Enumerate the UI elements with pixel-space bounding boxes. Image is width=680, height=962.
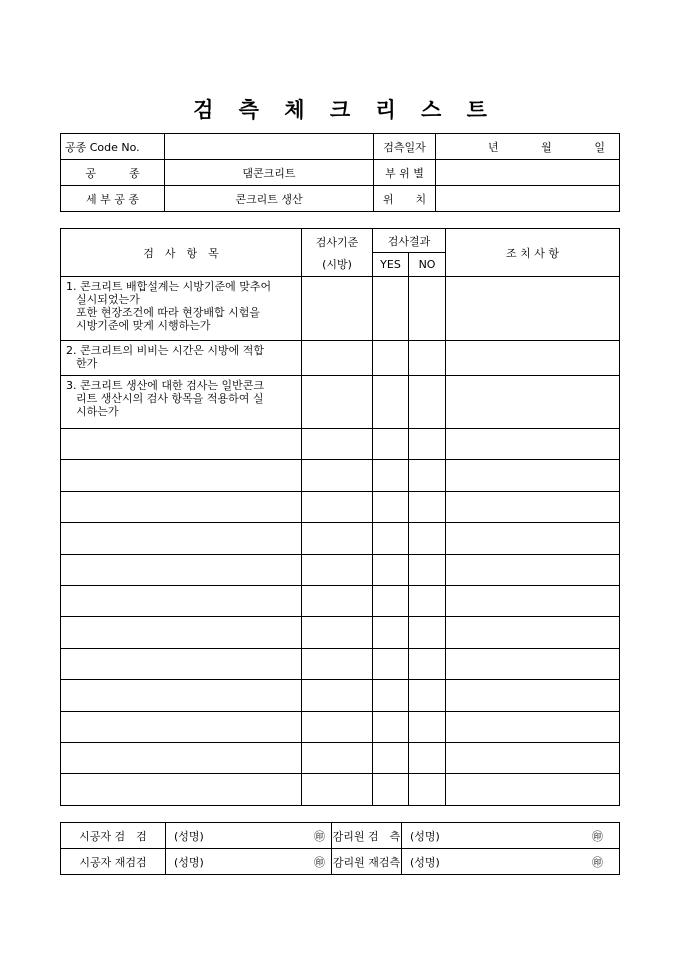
action-cell[interactable] [446,680,620,711]
inspection-date-label: 검측일자 [374,134,436,160]
seal-icon: ㊞ [314,855,325,869]
supervisor-inspect-label: 감리원 검 측 [332,823,402,849]
item-cell[interactable] [61,680,302,711]
item-1-line3: 포한 현장조건에 따라 현장배합 시험을 [76,306,261,319]
action-cell[interactable] [446,429,620,460]
page-title: 검 측 체 크 리 스 트 [193,97,487,122]
checklist-empty-row [61,617,620,648]
item-cell[interactable] [61,554,302,585]
checklist-item-1 [61,277,302,341]
checklist-empty-row [61,774,620,805]
no-cell[interactable] [409,277,446,341]
standard-cell[interactable] [302,523,373,554]
signature-row-1 [61,823,620,849]
standard-cell[interactable] [302,585,373,616]
date-year: 년 [488,140,499,154]
yes-header: YES [373,253,409,277]
name-label: (성명) [410,829,440,843]
standard-header-line1: 검사기준 [315,235,359,249]
standard-cell[interactable] [302,341,373,376]
result-header: 검사결과 [373,229,446,253]
location-label: 위 치 [374,186,436,212]
item-3-line2: 리트 생산시의 검사 항목을 적용하여 실 [76,392,264,405]
name-label: (성명) [174,855,204,869]
yes-cell[interactable] [373,429,409,460]
no-cell[interactable] [409,617,446,648]
work-type-value[interactable]: 댐콘크리트 [165,160,374,186]
info-row-sub-work [61,186,620,212]
standard-cell[interactable] [302,774,373,805]
code-label: 공종 Code No. [61,134,165,160]
action-cell[interactable] [446,774,620,805]
supervisor-reinspect-label: 감리원 재검측 [332,849,402,875]
contractor-inspect-sign[interactable] [166,823,332,849]
yes-cell[interactable] [373,277,409,341]
item-cell[interactable] [61,617,302,648]
name-label: (성명) [410,855,440,869]
no-cell[interactable] [409,341,446,376]
no-cell[interactable] [409,491,446,522]
yes-cell[interactable] [373,617,409,648]
standard-cell[interactable] [302,460,373,491]
contractor-reinspect-label: 시공자 재검검 [61,849,166,875]
part-label: 부 위 별 [374,160,436,186]
checklist-item-row [61,341,620,376]
item-cell[interactable] [61,523,302,554]
checklist-item-row [61,376,620,429]
action-cell[interactable] [446,341,620,376]
standard-cell[interactable] [302,680,373,711]
yes-cell[interactable] [373,742,409,773]
checklist-empty-row [61,648,620,679]
yes-cell[interactable] [373,554,409,585]
item-cell[interactable] [61,648,302,679]
action-cell[interactable] [446,742,620,773]
checklist-empty-row [61,680,620,711]
action-cell[interactable] [446,277,620,341]
checklist-empty-row [61,523,620,554]
item-2-line2: 한가 [76,357,98,370]
seal-icon: ㊞ [592,829,603,843]
empty-rows [61,429,620,806]
date-day: 일 [594,140,605,154]
checklist-header-row [61,229,620,253]
item-3-line1: 3. 콘크리트 생산에 대한 검사는 일반콘크 [66,379,264,392]
item-1-line2: 실시되었는가 [76,293,140,306]
no-cell[interactable] [409,585,446,616]
action-cell[interactable] [446,711,620,742]
action-cell[interactable] [446,585,620,616]
code-value[interactable] [165,134,374,160]
location-value[interactable] [436,186,620,212]
checklist-empty-row [61,429,620,460]
no-cell[interactable] [409,429,446,460]
seal-icon: ㊞ [314,829,325,843]
standard-cell[interactable] [302,491,373,522]
yes-cell[interactable] [373,585,409,616]
checklist-item-2 [61,341,302,376]
action-cell[interactable] [446,460,620,491]
name-label: (성명) [174,829,204,843]
item-cell[interactable] [61,460,302,491]
yes-cell[interactable] [373,376,409,429]
info-table [60,133,620,212]
checklist-empty-row [61,554,620,585]
action-cell[interactable] [446,523,620,554]
checklist-table [60,228,620,806]
action-cell[interactable] [446,491,620,522]
standard-cell[interactable] [302,617,373,648]
supervisor-reinspect-sign[interactable] [402,849,620,875]
item-cell[interactable] [61,585,302,616]
yes-cell[interactable] [373,341,409,376]
standard-cell[interactable] [302,429,373,460]
yes-cell[interactable] [373,680,409,711]
info-row-work-type [61,160,620,186]
no-cell[interactable] [409,774,446,805]
item-1-line1: 1. 콘크리트 배합설계는 시방기준에 맞추어 [66,280,272,293]
no-header: NO [409,253,446,277]
no-cell[interactable] [409,523,446,554]
signature-row-2 [61,849,620,875]
yes-cell[interactable] [373,491,409,522]
item-2-line1: 2. 콘크리트의 비비는 시간은 시방에 적합 [66,344,264,357]
no-cell[interactable] [409,742,446,773]
checklist-empty-row [61,585,620,616]
item-cell[interactable] [61,711,302,742]
sub-work-value[interactable]: 콘크리트 생산 [165,186,374,212]
checklist-empty-row [61,491,620,522]
contractor-reinspect-sign[interactable] [166,849,332,875]
item-header: 검 사 항 목 [61,229,302,277]
standard-cell[interactable] [302,648,373,679]
checklist-item-row [61,277,620,341]
no-cell[interactable] [409,554,446,585]
item-3-line3: 시하는가 [76,405,119,418]
yes-cell[interactable] [373,523,409,554]
action-header: 조 치 사 항 [446,229,620,277]
item-cell[interactable] [61,742,302,773]
supervisor-inspect-sign[interactable] [402,823,620,849]
part-value[interactable] [436,160,620,186]
standard-cell[interactable] [302,376,373,429]
item-cell[interactable] [61,774,302,805]
action-cell[interactable] [446,376,620,429]
inspection-date-value[interactable] [436,134,620,160]
no-cell[interactable] [409,460,446,491]
standard-cell[interactable] [302,742,373,773]
no-cell[interactable] [409,648,446,679]
signature-table [60,822,620,875]
action-cell[interactable] [446,648,620,679]
standard-cell[interactable] [302,711,373,742]
date-month: 월 [541,140,552,154]
action-cell[interactable] [446,617,620,648]
no-cell[interactable] [409,711,446,742]
info-row-code [61,134,620,160]
item-cell[interactable] [61,429,302,460]
no-cell[interactable] [409,680,446,711]
sub-work-label: 세 부 공 종 [61,186,165,212]
yes-cell[interactable] [373,774,409,805]
standard-cell[interactable] [302,277,373,341]
contractor-inspect-label: 시공자 검 검 [61,823,166,849]
yes-cell[interactable] [373,711,409,742]
checklist-item-3 [61,376,302,429]
item-1-line4: 시방기준에 맞게 시행하는가 [76,319,211,332]
yes-cell[interactable] [373,648,409,679]
seal-icon: ㊞ [592,855,603,869]
checklist-empty-row [61,460,620,491]
yes-cell[interactable] [373,460,409,491]
item-cell[interactable] [61,491,302,522]
checklist-empty-row [61,742,620,773]
no-cell[interactable] [409,376,446,429]
action-cell[interactable] [446,554,620,585]
standard-header [302,229,373,277]
checklist-empty-row [61,711,620,742]
standard-cell[interactable] [302,554,373,585]
work-type-label: 공 종 [61,160,165,186]
standard-header-line2: (시방) [322,257,352,271]
